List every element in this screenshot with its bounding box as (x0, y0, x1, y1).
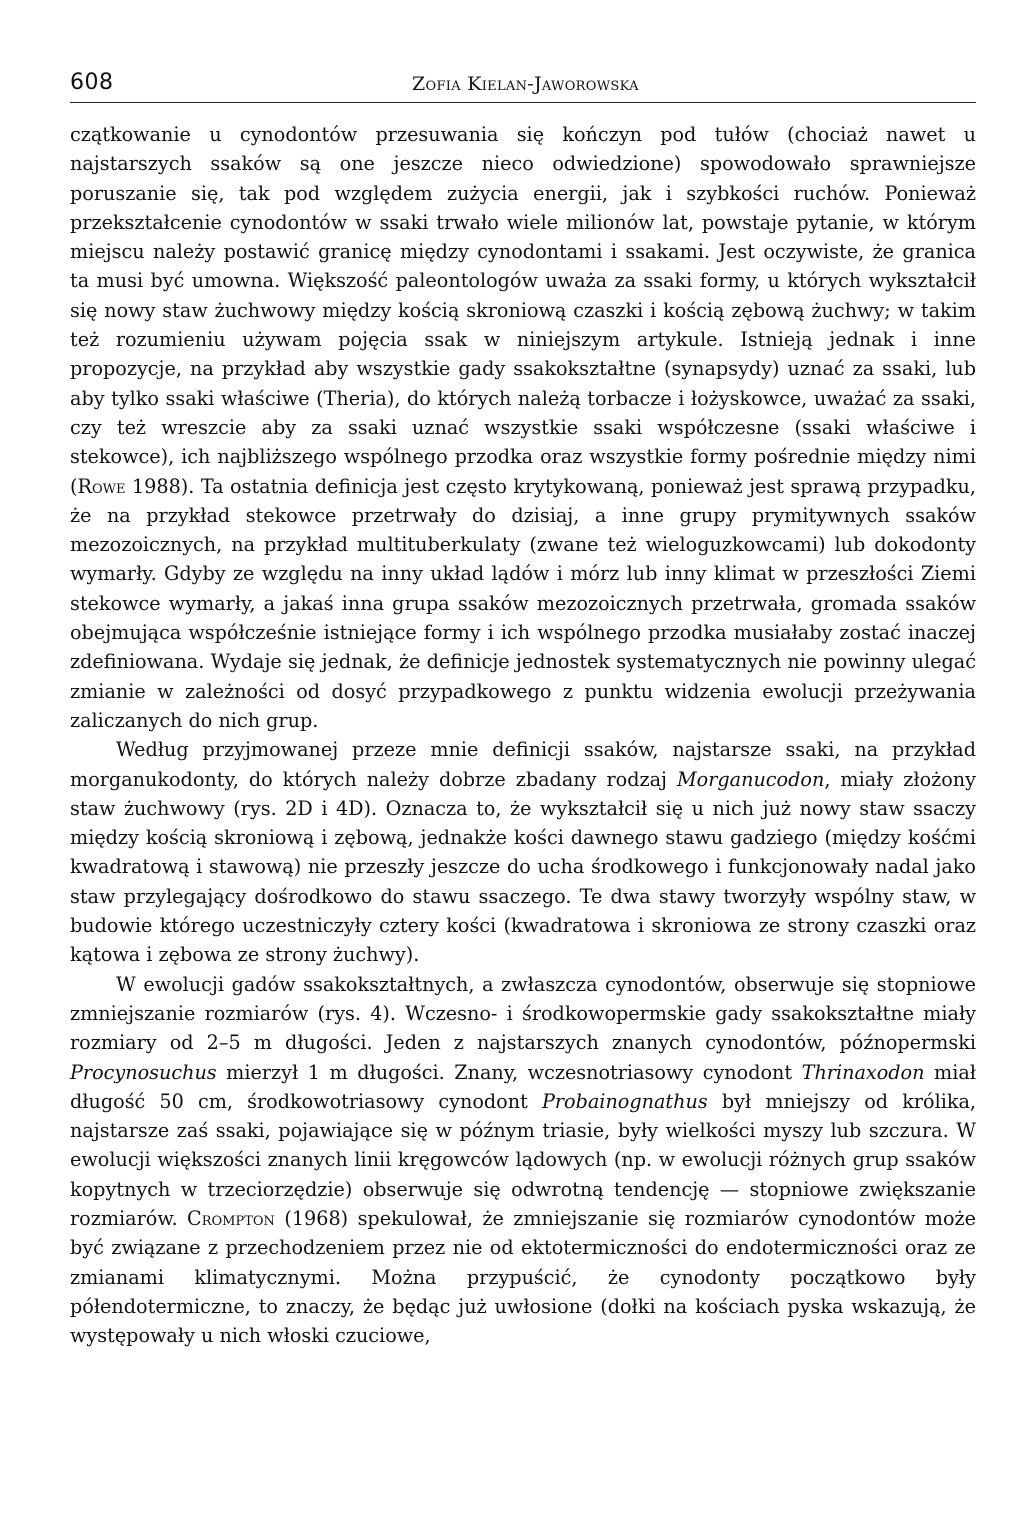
text-run: miał długość 50 cm, środkowotriasowy cynodont (70, 1060, 976, 1113)
text-run: mierzył 1 m długości. Znany, wczesnotriasowy cynodont (216, 1060, 802, 1084)
italic-term: Probainognathus (541, 1089, 708, 1113)
italic-term: Procynosuchus (70, 1060, 217, 1084)
text-run: Według przyjmowanej przeze mnie definicji ssaków, najstarsze ssaki, na przykład morganukodonty, do których należy dobrze zbadany rodzaj (70, 738, 976, 791)
paragraph (70, 735, 976, 969)
text-run: był mniejszy od królika, najstarsze zaś ssaki, pojawiające się w późnym triasie, były wielkości myszy lub szczura. W ewolucji większości znanych linii kręgowców lądowych (np. w ewolucji różnych grup ssaków kopytnych w trzeciorzędzie) obserwuje się odwrotną tendencję — stopniowe zwiększanie rozmiarów. (70, 1089, 977, 1230)
text-run: W ewolucji gadów ssakokształtnych, a zwłaszcza cynodontów, obserwuje się stopniowe zmniejszanie rozmiarów (rys. 4). Wczesno- i środkowopermskie gady ssakokształtne miały rozmiary od 2–5 m długości. Jeden z najstarszych znanych cynodontów, późnopermski (70, 972, 976, 1055)
paragraph (70, 120, 976, 735)
text-run: 1988). Ta ostatnia definicja jest często krytykowaną, ponieważ jest sprawą przypadku, że na przykład stekowce przetrwały do dzisiaj, a inne grupy prymitywnych ssaków mezozoicznych, na przykład multituberkulaty (zwane też wieloguzkowcami) lub dokodonty wymarły. Gdyby ze względu na inny układ lądów i mórz lub inny klimat w przeszłości Ziemi stekowce wymarły, a jakaś inna grupa ssaków mezozoicznych przetrwała, gromada ssaków obejmująca współcześnie istniejące formy i ich wspólnego przodka musiałaby zostać inaczej zdefiniowana. Wydaje się jednak, że definicje jednostek systematycznych nie powinny ulegać zmianie w zależności od dosyć przypadkowego z punktu widzenia ewolucji przeżywania zaliczanych do nich grup. (70, 474, 976, 732)
text-run: czątkowanie u cynodontów przesuwania się kończyn pod tułów (chociaż nawet u najstarszych ssaków są one jeszcze nieco odwiedzione) spowodowało sprawniejsze poruszanie się, tak pod względem zużycia energii, jak i szybkości ruchów. Ponieważ przekształcenie cynodontów w ssaki trwało wiele milionów lat, powstaje pytanie, w którym miejscu należy postawić granicę między cynodontami i ssakami. Jest oczywiste, że granica ta musi być umowna. Większość paleontologów uważa za ssaki formy, u których wykształcił się nowy staw żuchwowy między kością skroniową czaszki i kością zębową żuchwy; w takim też rozumieniu używam pojęcia ssak w niniejszym artykule. Istnieją jednak i inne propozycje, na przykład aby wszystkie gady ssakokształtne (synapsydy) uznać za ssaki, lub aby tylko ssaki właściwe (Theria), do których należą torbacze i łożyskowce, uważać za ssaki, czy też wreszcie aby za ssaki uznać wszystkie ssaki współczesne (ssaki właściwe i stekowce), ich najbliższego wspólnego przodka oraz wszystkie formy pośrednie między nimi ( (70, 123, 976, 498)
text-run: , miały złożony staw żuchwowy (rys. 2D i 4D). Oznacza to, że wykształcił się u nich już nowy staw ssaczy między kością skroniową i zębową, jednakże kości dawnego stawu gadziego (między kośćmi kwadratową i stawową) nie przeszły jeszcze do ucha środkowego i funkcjonowały nadal jako staw przylegający dośrodkowo do stawu ssaczego. Te dwa stawy tworzyły wspólny staw, w budowie którego uczestniczyły cztery kości (kwadratowa i skroniowa ze strony czaszki oraz kątowa i zębowa ze strony żuchwy). (70, 767, 977, 967)
italic-term: Thrinaxodon (801, 1060, 925, 1084)
paragraph (70, 970, 976, 1351)
page-number: 608 (70, 70, 114, 95)
text-run: (1968) spekulował, że zmniejszanie się rozmiarów cynodontów może być związane z przechodzeniem przez nie od ektotermiczności do endotermiczności oraz ze zmianami klimatycznymi. Można przypuścić, że cynodonty początkowo były półendotermiczne, to znaczy, że będąc już uwłosione (dołki na kościach pyska wskazują, że występowały u nich włoski czuciowe, (70, 1206, 977, 1348)
author-citation: Crompton (187, 1206, 275, 1230)
page-header (70, 70, 974, 104)
header-rule (70, 102, 976, 103)
running-head: Zofia Kielan-Jaworowska (412, 73, 639, 95)
body-text (70, 120, 976, 1350)
italic-term: Morganucodon (677, 767, 825, 791)
author-citation: Rowe (77, 474, 126, 498)
